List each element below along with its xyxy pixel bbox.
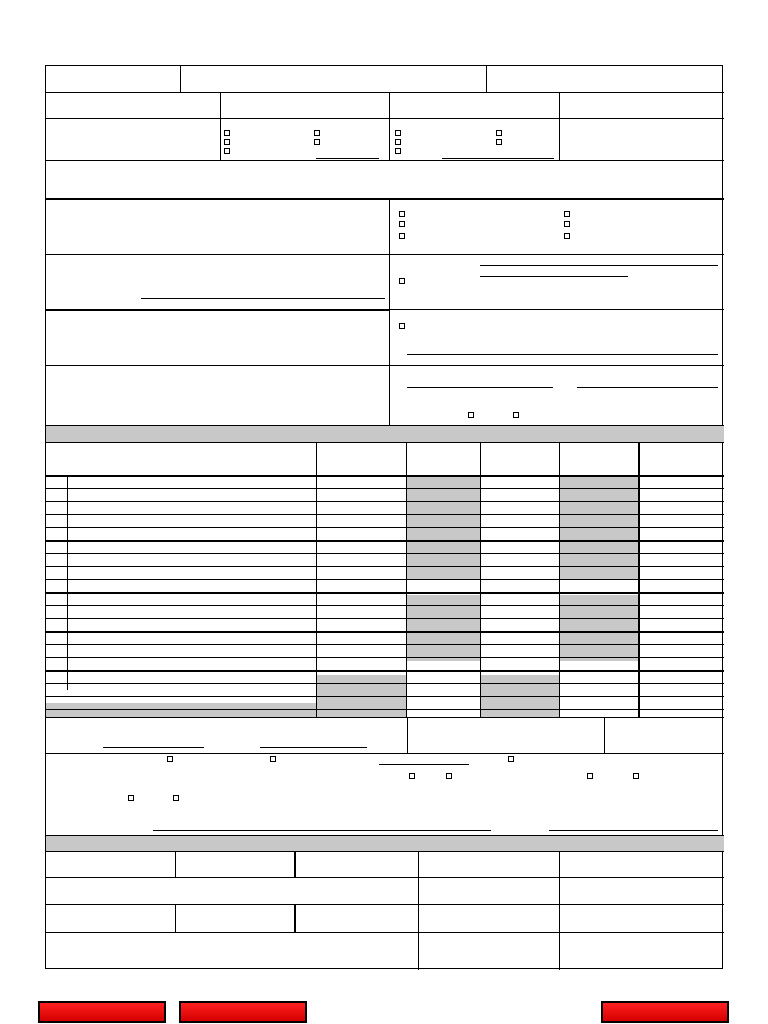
header-field-1[interactable] — [48, 68, 178, 90]
fill-line[interactable] — [407, 387, 553, 388]
divider — [46, 657, 724, 658]
checkbox[interactable] — [167, 756, 173, 762]
divider — [46, 851, 724, 852]
divider — [46, 579, 724, 580]
divider — [46, 644, 724, 645]
divider — [175, 904, 176, 932]
checkbox[interactable] — [496, 139, 502, 145]
divider — [46, 904, 724, 905]
fill-line[interactable] — [480, 276, 628, 277]
divider — [46, 198, 724, 200]
divider — [46, 877, 724, 878]
shaded-cell — [406, 476, 480, 580]
wide-field[interactable] — [48, 162, 722, 196]
divider — [46, 592, 724, 594]
divider — [46, 365, 389, 366]
checkbox[interactable] — [395, 130, 401, 136]
divider — [389, 254, 724, 255]
divider — [46, 605, 724, 606]
checkbox[interactable] — [564, 233, 570, 239]
checkbox[interactable] — [468, 412, 474, 418]
divider — [46, 514, 724, 515]
divider — [46, 309, 389, 311]
divider — [294, 851, 296, 877]
divider — [46, 631, 724, 633]
checkbox[interactable] — [224, 130, 230, 136]
checkbox[interactable] — [314, 130, 320, 136]
checkbox[interactable] — [224, 139, 230, 145]
shaded-cell — [559, 476, 638, 580]
checkbox[interactable] — [496, 130, 502, 136]
divider — [180, 66, 181, 92]
divider — [389, 92, 390, 160]
divider — [46, 92, 724, 93]
divider — [418, 851, 419, 970]
divider — [46, 118, 724, 119]
divider — [46, 618, 724, 619]
section-divider-bar — [46, 836, 724, 851]
divider — [604, 717, 605, 753]
checkbox[interactable] — [224, 148, 230, 154]
fill-line[interactable] — [577, 387, 718, 388]
header-field-3[interactable] — [488, 68, 722, 90]
checkbox[interactable] — [399, 211, 405, 217]
divider — [46, 527, 724, 528]
divider — [294, 904, 296, 932]
section-header-left — [46, 426, 480, 442]
fill-line[interactable] — [316, 158, 379, 159]
fill-line[interactable] — [379, 764, 469, 765]
divider — [389, 309, 724, 310]
fill-line[interactable] — [141, 298, 385, 299]
divider — [46, 717, 724, 718]
divider — [389, 365, 724, 366]
checkbox[interactable] — [564, 221, 570, 227]
shaded-cell — [46, 703, 316, 717]
fill-line[interactable] — [480, 265, 718, 266]
divider — [46, 670, 724, 672]
divider — [407, 717, 408, 753]
divider — [46, 709, 724, 710]
divider — [220, 92, 221, 160]
divider — [559, 851, 560, 970]
checkbox[interactable] — [633, 773, 639, 779]
checkbox[interactable] — [508, 756, 514, 762]
divider — [46, 488, 724, 489]
divider — [46, 553, 724, 554]
checkbox[interactable] — [564, 211, 570, 217]
divider — [486, 66, 487, 92]
divider — [46, 696, 724, 697]
fill-line[interactable] — [549, 830, 718, 831]
divider — [559, 92, 560, 160]
fill-line[interactable] — [407, 354, 718, 355]
fill-line[interactable] — [103, 747, 204, 748]
form-button-1[interactable] — [38, 1001, 166, 1023]
divider — [46, 566, 724, 567]
divider — [46, 932, 724, 933]
divider — [46, 475, 724, 477]
divider — [175, 851, 176, 877]
checkbox[interactable] — [409, 773, 415, 779]
form-page — [45, 65, 723, 969]
checkbox[interactable] — [399, 278, 405, 284]
checkbox[interactable] — [587, 773, 593, 779]
checkbox[interactable] — [173, 795, 179, 801]
checkbox[interactable] — [399, 323, 405, 329]
data-grid — [46, 442, 724, 717]
divider — [46, 683, 724, 684]
fill-line[interactable] — [442, 158, 554, 159]
divider — [46, 753, 724, 754]
checkbox[interactable] — [270, 756, 276, 762]
form-button-3[interactable] — [601, 1001, 729, 1023]
checkbox[interactable] — [399, 221, 405, 227]
fill-line[interactable] — [260, 747, 367, 748]
divider — [46, 501, 724, 502]
checkbox[interactable] — [128, 795, 134, 801]
fill-line[interactable] — [153, 830, 491, 831]
checkbox[interactable] — [399, 233, 405, 239]
form-button-2[interactable] — [179, 1001, 307, 1023]
header-field-2[interactable] — [182, 68, 484, 90]
divider — [46, 540, 724, 542]
checkbox[interactable] — [395, 139, 401, 145]
checkbox[interactable] — [446, 773, 452, 779]
divider — [46, 835, 724, 836]
checkbox[interactable] — [314, 139, 320, 145]
divider — [46, 254, 389, 255]
checkbox[interactable] — [395, 148, 401, 154]
divider — [46, 160, 724, 161]
checkbox[interactable] — [513, 412, 519, 418]
divider — [389, 199, 390, 425]
divider — [46, 425, 724, 426]
section-header-right — [480, 426, 724, 442]
